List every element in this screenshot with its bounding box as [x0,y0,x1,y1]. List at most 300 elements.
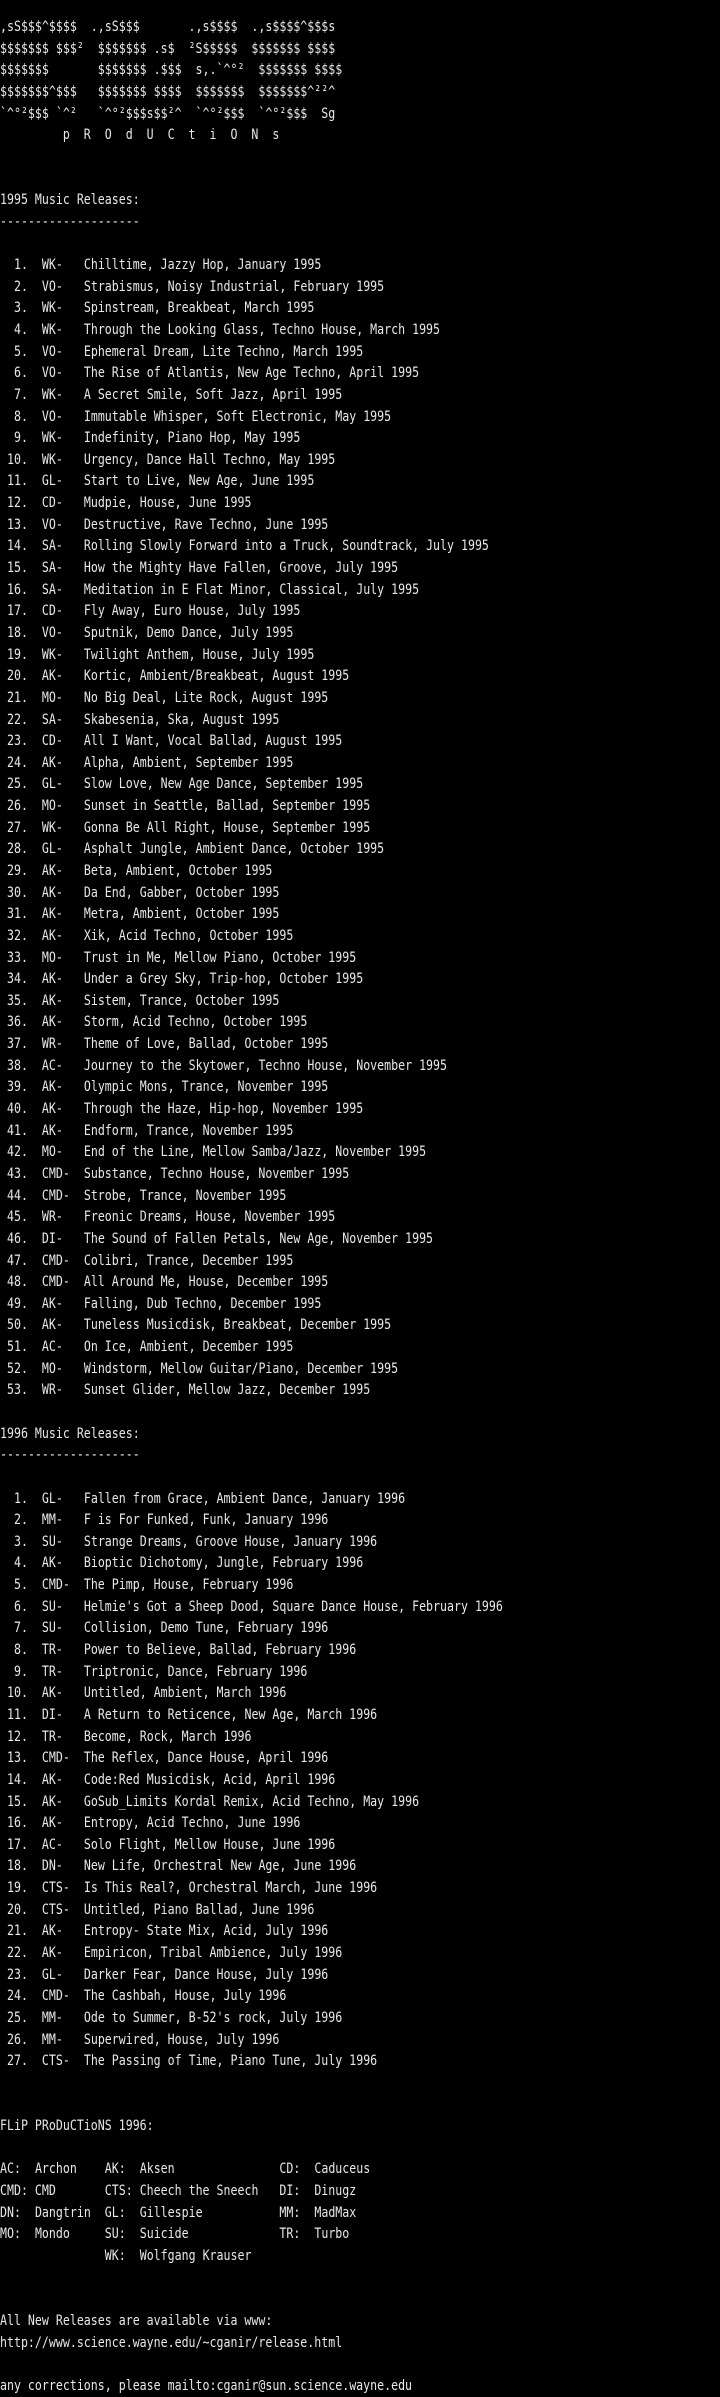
release-row [0,363,576,385]
release-number: 5. [13,343,28,360]
release-artist-code: GL- [41,473,63,490]
release-artist-code: WK- [41,300,63,317]
release-artist-code: CTS- [41,1901,70,1918]
release-row [0,1792,576,1814]
release-row [0,753,576,775]
release-row [0,1532,576,1554]
release-number: 19. [6,1880,28,1897]
release-title: How the Mighty Have Fallen, Groove, July 1995 [83,560,399,577]
release-number: 24. [6,754,28,771]
release-number: 35. [6,992,28,1009]
release-title: The Cashbah, House, July 1996 [83,1988,287,2005]
release-row [0,450,576,472]
release-artist-code: CD- [41,603,63,620]
release-row [0,1142,576,1164]
release-number: 47. [6,1252,28,1269]
release-artist-code: VO- [41,408,63,425]
release-artist-code: SA- [41,560,63,577]
release-title: Colibri, Trance, December 1995 [83,1252,294,1269]
release-title: Entropy, Acid Techno, June 1996 [83,1815,301,1832]
release-number: 1. [13,257,28,274]
release-title: Superwired, House, July 1996 [83,2031,280,2048]
release-artist-code: GL- [41,776,63,793]
release-artist-code: WK- [41,321,63,338]
release-number: 27. [6,2053,28,2070]
release-row [0,493,576,515]
release-row [0,926,576,948]
release-row [0,471,576,493]
release-artist-code: WR- [41,1036,63,1053]
release-number: 18. [6,624,28,641]
credits-row [0,2246,576,2268]
release-row [0,601,576,623]
release-artist-code: DI- [41,1706,63,1723]
release-row [0,1012,576,1034]
release-artist-code: CMD- [41,1577,70,1594]
release-title: Bioptic Dichotomy, Jungle, February 1996 [83,1555,364,1572]
release-title: Fallen from Grace, Ambient Dance, January 1996 [83,1490,406,1507]
release-row [0,796,576,818]
release-number: 12. [6,1728,28,1745]
release-title: Code:Red Musicdisk, Acid, April 1996 [83,1771,336,1788]
release-row [0,1662,576,1684]
release-row [0,1683,576,1705]
release-artist-code: MO- [41,1144,63,1161]
release-title: Freonic Dreams, House, November 1995 [83,1209,336,1226]
release-title: A Return to Reticence, New Age, March 1996 [83,1706,378,1723]
release-title: The Passing of Time, Piano Tune, July 1996 [83,2053,378,2070]
release-title: The Reflex, Dance House, April 1996 [83,1750,329,1767]
release-number: 31. [6,906,28,923]
release-artist-code: SU- [41,1598,63,1615]
release-row [0,991,576,1013]
member-code: WK: [104,2247,126,2264]
release-row [0,839,576,861]
release-title: Sputnik, Demo Dance, July 1995 [83,624,294,641]
logo-wordmark: p R O d U C t i O N s [0,127,280,144]
release-number: 30. [6,884,28,901]
release-row [0,1618,576,1640]
release-list [0,1489,720,2073]
release-artist-code: CMD- [41,1252,70,1269]
credits-table [0,2159,720,2267]
release-artist-code: AK- [41,992,63,1009]
release-number: 13. [6,1750,28,1767]
release-artist-code: GL- [41,1966,63,1983]
release-title: The Rise of Atlantis, New Age Techno, April 1995 [83,365,420,382]
release-title: New Life, Orchestral New Age, June 1996 [83,1858,357,1875]
release-artist-code: WK- [41,646,63,663]
release-row [0,710,576,732]
ascii-logo [0,17,720,147]
credits-row [0,2203,576,2225]
member-name: Mondo [34,2226,70,2243]
release-row [0,818,576,840]
member-code: AC: [0,2161,21,2178]
release-title: Ephemeral Dream, Lite Techno, March 1995 [83,343,364,360]
heading-underline: -------------------- [0,213,140,230]
release-artist-code: CTS- [41,1880,70,1897]
release-artist-code: CTS- [41,2053,70,2070]
member-name: MadMax [314,2204,357,2221]
release-title: Olympic Mons, Trance, November 1995 [83,1079,329,1096]
release-number: 17. [6,603,28,620]
member-name: Cheech the Sneech [139,2183,259,2200]
release-title: Twilight Anthem, House, July 1995 [83,646,315,663]
release-title: Through the Haze, Hip-hop, November 1995 [83,1101,364,1118]
release-number: 37. [6,1036,28,1053]
release-number: 11. [6,1706,28,1723]
release-artist-code: CMD- [41,1274,70,1291]
release-artist-code: MO- [41,949,63,966]
member-code: CD: [279,2161,301,2178]
logo-line: $$$$$$$ $$$² $$$$$$$ .s$ ²S$$$$$ $$$$$$$ $$$$ [0,40,336,57]
release-number: 40. [6,1101,28,1118]
release-title: Strabismus, Noisy Industrial, February 1995 [83,278,385,295]
release-number: 9. [13,430,28,447]
release-artist-code: AK- [41,1014,63,1031]
member-code: DN: [0,2204,21,2221]
availability-text: All New Releases are available via www: [0,2312,273,2329]
release-row [0,558,576,580]
release-artist-code: GL- [41,841,63,858]
release-number: 1. [13,1490,28,1507]
release-row [0,1727,576,1749]
release-artist-code: AK- [41,906,63,923]
release-title: Substance, Techno House, November 1995 [83,1165,350,1182]
release-number: 42. [6,1144,28,1161]
release-number: 11. [6,473,28,490]
release-title: Endform, Trance, November 1995 [83,1122,294,1139]
release-row [0,536,576,558]
logo-line: $$$$$$$ $$$$$$$ .$$$ s,.`^°² $$$$$$$ $$$$ [0,62,343,79]
release-artist-code: GL- [41,1490,63,1507]
release-artist-code: AK- [41,1101,63,1118]
release-title: Skabesenia, Ska, August 1995 [83,711,280,728]
release-number: 44. [6,1187,28,1204]
release-number: 6. [13,1598,28,1615]
release-artist-code: WK- [41,819,63,836]
release-row [0,1748,576,1770]
release-row [0,1251,576,1273]
release-row [0,1965,576,1987]
release-artist-code: WK- [41,451,63,468]
section-heading: 1995 Music Releases: [0,192,140,209]
release-row [0,1921,576,1943]
member-name: Wolfgang Krauser [139,2247,252,2264]
release-artist-code: WK- [41,257,63,274]
release-artist-code: AK- [41,1295,63,1312]
release-artist-code: MO- [41,798,63,815]
release-number: 25. [6,776,28,793]
release-artist-code: DI- [41,1230,63,1247]
member-code: GL: [104,2204,126,2221]
release-row [0,320,576,342]
release-artist-code: CMD- [41,1187,70,1204]
credits-row [0,2224,576,2246]
release-number: 49. [6,1295,28,1312]
release-row [0,1813,576,1835]
release-title: Triptronic, Dance, February 1996 [83,1663,308,1680]
release-artist-code: VO- [41,624,63,641]
release-number: 20. [6,668,28,685]
release-row [0,688,576,710]
release-title: Through the Looking Glass, Techno House, March 1995 [83,321,441,338]
release-title: Become, Rock, March 1996 [83,1728,252,1745]
release-title: Tuneless Musicdisk, Breakbeat, December 1995 [83,1317,392,1334]
release-number: 8. [13,1642,28,1659]
release-number: 38. [6,1057,28,1074]
release-title: Theme of Love, Ballad, October 1995 [83,1036,329,1053]
release-title: Trust in Me, Mellow Piano, October 1995 [83,949,357,966]
release-number: 33. [6,949,28,966]
member-name: Aksen [139,2161,175,2178]
release-artist-code: AK- [41,1555,63,1572]
release-artist-code: WK- [41,386,63,403]
release-artist-code: AK- [41,1923,63,1940]
release-title: Untitled, Piano Ballad, June 1996 [83,1901,315,1918]
release-title: Journey to the Skytower, Techno House, November 1995 [83,1057,448,1074]
release-artist-code: TR- [41,1642,63,1659]
release-number: 14. [6,538,28,555]
release-title: Under a Grey Sky, Trip-hop, October 1995 [83,971,364,988]
member-name: Turbo [314,2226,350,2243]
release-title: Strobe, Trance, November 1995 [83,1187,287,1204]
release-title: Asphalt Jungle, Ambient Dance, October 1995 [83,841,385,858]
release-number: 8. [13,408,28,425]
release-row [0,2051,576,2073]
release-number: 7. [13,1620,28,1637]
release-number: 29. [6,862,28,879]
release-artist-code: WR- [41,1209,63,1226]
release-row [0,1164,576,1186]
release-number: 52. [6,1360,28,1377]
release-title: Ode to Summer, B-52's rock, July 1996 [83,2009,343,2026]
release-row [0,1207,576,1229]
release-title: Mudpie, House, June 1995 [83,495,252,512]
release-title: Strange Dreams, Groove House, January 1996 [83,1533,378,1550]
release-row [0,1900,576,1922]
release-artist-code: WR- [41,1382,63,1399]
release-title: Sunset Glider, Mellow Jazz, December 1995 [83,1382,371,1399]
release-title: Metra, Ambient, October 1995 [83,906,280,923]
release-number: 10. [6,451,28,468]
release-artist-code: AK- [41,862,63,879]
release-row [0,1986,576,2008]
release-row [0,1575,576,1597]
release-number: 32. [6,927,28,944]
release-number: 2. [13,1512,28,1529]
release-artist-code: SU- [41,1620,63,1637]
release-number: 14. [6,1771,28,1788]
release-artist-code: AK- [41,1771,63,1788]
footer [0,2311,720,2397]
release-row [0,1294,576,1316]
release-title: Xik, Acid Techno, October 1995 [83,927,294,944]
release-row [0,1034,576,1056]
release-title: All Around Me, House, December 1995 [83,1274,329,1291]
release-number: 16. [6,1815,28,1832]
release-number: 16. [6,581,28,598]
release-artist-code: VO- [41,365,63,382]
release-artist-code: AK- [41,1122,63,1139]
release-number: 13. [6,516,28,533]
release-number: 21. [6,689,28,706]
release-title: Entropy- State Mix, Acid, July 1996 [83,1923,329,1940]
corrections-mailto-link[interactable]: any corrections, please mailto:cganir@sun.science.wayne.edu [0,2377,413,2394]
release-title: Da End, Gabber, October 1995 [83,884,280,901]
release-row [0,277,576,299]
release-artist-code: TR- [41,1728,63,1745]
release-artist-code: AK- [41,927,63,944]
release-row [0,904,576,926]
release-title: Alpha, Ambient, September 1995 [83,754,294,771]
release-row [0,1380,576,1402]
release-artist-code: AK- [41,754,63,771]
credits-section [0,2116,720,2267]
release-number: 24. [6,1988,28,2005]
release-row [0,1878,576,1900]
release-number: 4. [13,1555,28,1572]
release-row [0,1640,576,1662]
release-row [0,1705,576,1727]
release-number: 46. [6,1230,28,1247]
release-row [0,1489,576,1511]
release-row [0,428,576,450]
release-title: Power to Believe, Ballad, February 1996 [83,1642,357,1659]
release-number: 48. [6,1274,28,1291]
release-number: 45. [6,1209,28,1226]
member-name: Suicide [139,2226,189,2243]
member-name: Archon [34,2161,77,2178]
release-title: Beta, Ambient, October 1995 [83,862,273,879]
release-title: Rolling Slowly Forward into a Truck, Soundtrack, July 1995 [83,538,489,555]
logo-line: $$$$$$$^$$$ $$$$$$$ $$$$ $$$$$$$ $$$$$$$^²²^ [0,83,336,100]
member-code: SU: [104,2226,126,2243]
release-artist-code: AK- [41,1317,63,1334]
release-title: Start to Live, New Age, June 1995 [83,473,315,490]
release-number: 17. [6,1836,28,1853]
release-artist-code: CMD- [41,1165,70,1182]
release-artist-code: AK- [41,971,63,988]
release-artist-code: AK- [41,1945,63,1962]
release-row [0,774,576,796]
release-number: 3. [13,300,28,317]
release-artist-code: AK- [41,1079,63,1096]
release-title: End of the Line, Mellow Samba/Jazz, November 1995 [83,1144,427,1161]
release-artist-code: VO- [41,278,63,295]
release-title: Destructive, Rave Techno, June 1995 [83,516,329,533]
release-row [0,1856,576,1878]
release-row [0,1510,576,1532]
release-title: Untitled, Ambient, March 1996 [83,1685,287,1702]
member-name: Caduceus [314,2161,371,2178]
release-row [0,298,576,320]
logo-line: `^°²$$$ `^² `^°²$$$s$$²^ `^°²$$$ `^°²$$$ Sg [0,105,336,122]
section-1995 [0,190,720,1402]
member-code: CMD: [0,2183,28,2200]
release-row [0,948,576,970]
release-row [0,407,576,429]
release-artist-code: WK- [41,430,63,447]
release-row [0,1121,576,1143]
release-row [0,385,576,407]
release-number: 15. [6,560,28,577]
release-artist-code: AK- [41,1685,63,1702]
release-title: GoSub_Limits Kordal Remix, Acid Techno, May 1996 [83,1793,420,1810]
release-title: Immutable Whisper, Soft Electronic, May 1995 [83,408,392,425]
release-row [0,969,576,991]
release-number: 28. [6,841,28,858]
release-row [0,1099,576,1121]
release-number: 27. [6,819,28,836]
release-number: 50. [6,1317,28,1334]
release-title: F is For Funked, Funk, January 1996 [83,1512,329,1529]
section-1996 [0,1424,720,2073]
release-title: Gonna Be All Right, House, September 1995 [83,819,371,836]
release-row [0,1229,576,1251]
release-row [0,1056,576,1078]
release-number: 18. [6,1858,28,1875]
release-number: 23. [6,1966,28,1983]
release-title: Collision, Demo Tune, February 1996 [83,1620,329,1637]
release-number: 7. [13,386,28,403]
release-number: 21. [6,1923,28,1940]
release-artist-code: MM- [41,2009,63,2026]
release-title: Windstorm, Mellow Guitar/Piano, December 1995 [83,1360,399,1377]
release-row [0,1943,576,1965]
release-number: 26. [6,2031,28,2048]
release-row [0,1835,576,1857]
release-artist-code: AK- [41,668,63,685]
release-row [0,1186,576,1208]
release-artist-code: CD- [41,733,63,750]
release-number: 22. [6,711,28,728]
release-artist-code: AC- [41,1057,63,1074]
release-artist-code: MO- [41,1360,63,1377]
release-row [0,623,576,645]
release-artist-code: CMD- [41,1750,70,1767]
member-name: Dangtrin [34,2204,91,2221]
release-url-link[interactable]: http://www.science.wayne.edu/~cganir/release.html [0,2334,343,2351]
release-row [0,1337,576,1359]
release-row [0,342,576,364]
release-row [0,255,576,277]
release-number: 3. [13,1533,28,1550]
release-row [0,645,576,667]
release-title: Is This Real?, Orchestral March, June 1996 [83,1880,378,1897]
release-title: Sunset in Seattle, Ballad, September 1995 [83,798,371,815]
member-code: AK: [104,2161,126,2178]
release-title: Storm, Acid Techno, October 1995 [83,1014,308,1031]
release-row [0,1770,576,1792]
release-number: 20. [6,1901,28,1918]
member-name: Gillespie [139,2204,203,2221]
release-artist-code: MM- [41,2031,63,2048]
release-artist-code: TR- [41,1663,63,1680]
release-number: 15. [6,1793,28,1810]
member-name: CMD [34,2183,56,2200]
release-artist-code: MM- [41,1512,63,1529]
release-title: Helmie's Got a Sheep Dood, Square Dance House, February 1996 [83,1598,503,1615]
release-number: 25. [6,2009,28,2026]
release-number: 9. [13,1663,28,1680]
release-row [0,861,576,883]
release-title: Kortic, Ambient/Breakbeat, August 1995 [83,668,350,685]
release-title: A Secret Smile, Soft Jazz, April 1995 [83,386,343,403]
release-artist-code: AK- [41,1793,63,1810]
release-row [0,1597,576,1619]
